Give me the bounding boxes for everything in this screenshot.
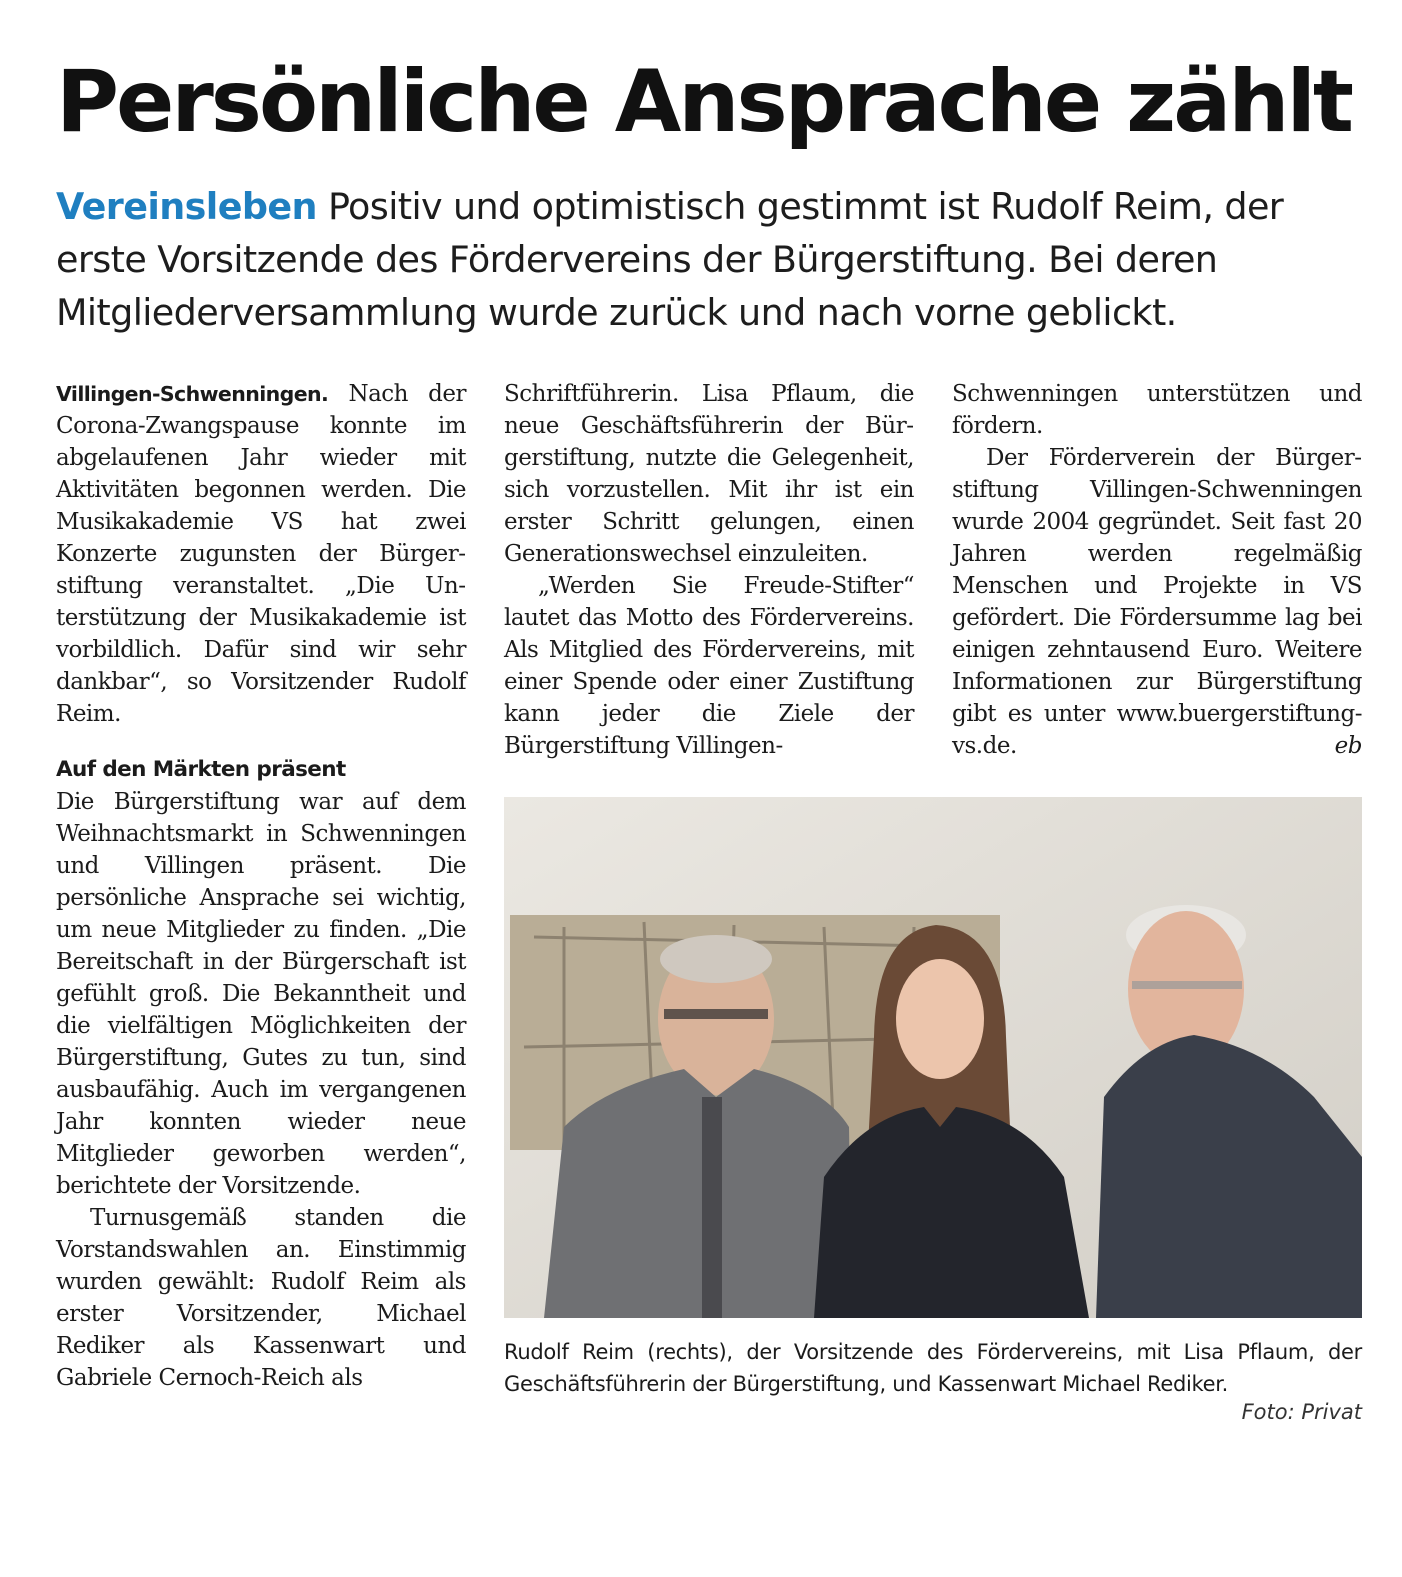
headline: Persönliche Ansprache zählt	[56, 52, 1352, 152]
column-3	[952, 378, 1362, 762]
dateline: Villingen-Schwenningen.	[56, 382, 329, 406]
column-1	[56, 378, 466, 1394]
paragraph-2: Die Bürgerstiftung war auf dem Weihnachtsmarkt in Schwenningen und Villingen präsent. Die persönliche Ansprache sei wichtig, um neue Mitglieder zu finden. „Die Bereitschaft in der Bürgerschaft ist gefühlt groß. Die Bekanntheit und die vielfältigen Möglichkeiten der Bürgerstiftung, Gutes zu tun, sind ausbaufähig. Auch im vergangenen Jahr konnten wieder neue Mitglieder geworben werden“, berichtete der Vorsitzende.	[56, 789, 466, 1199]
kicker: Vereinsleben	[56, 185, 317, 228]
column-2	[504, 378, 914, 762]
lead-paragraph	[56, 180, 1366, 339]
subhead: Auf den Märkten präsent	[56, 757, 346, 782]
paragraph-3-end: Schriftführerin. Lisa Pflaum, die neue Geschäftsführerin der Bürgerstiftung, nutzte die Gelegenheit, sich vorzustellen. Mit ihr ist ein erster Schritt gelungen, einen Generationswechsel einzuleiten.	[504, 381, 914, 567]
paragraph-4-end: Schwenningen unterstützen und fördern.	[952, 381, 1362, 439]
paragraph-1	[56, 378, 466, 730]
author-initials: eb	[1334, 733, 1362, 759]
article-photo	[504, 797, 1362, 1318]
lead-text: Positiv und optimistisch gestimmt ist Rudolf Reim, der erste Vorsitzende des Fördervereins der Bürgerstiftung. Bei deren Mitgliederversammlung wurde zurück und nach vorne geblickt.	[56, 185, 1284, 334]
photo-caption: Rudolf Reim (rechts), der Vorsitzende des Fördervereins, mit Lisa Pflaum, der Geschäftsführerin der Bürgerstiftung, und Kassenwart Michael Rediker.	[504, 1340, 1362, 1396]
paragraph-5-text: Der Förderverein der Bürgerstiftung Villingen-Schwenningen wurde 2004 gegründet. Seit fast 20 Jahren werden regelmäßig Menschen und Projekte in VS gefördert. Die Fördersumme lag bei einigen zehntausend Euro. Weitere Informationen zur Bürgerstiftung gibt es unter www.buergerstiftung-vs.de.	[952, 445, 1362, 759]
paragraph-5	[952, 442, 1362, 762]
paragraph-3-start: Turnusgemäß standen die Vorstandswahlen an. Einstimmig wurden gewählt: Rudolf Reim als erster Vorsitzender, Michael Rediker als Kassenwart und Gabriele Cernoch-Reich als	[56, 1205, 466, 1391]
paragraph-4-start: „Werden Sie Freude-Stifter“ lautet das Motto des Fördervereins. Als Mitglied des Fördervereins, mit einer Spende oder einer Zustiftung kann jeder die Ziele der Bürgerstiftung Villingen-	[504, 573, 914, 759]
photo-credit: Foto: Privat	[1241, 1400, 1362, 1424]
photo-illustration	[504, 797, 1362, 1318]
paragraph-1-text: Nach der Corona-Zwangspause konnte im abgelaufenen Jahr wieder mit Aktivitäten begonnen werden. Die Musikakademie VS hat zwei Konzerte zugunsten der Bürgerstiftung veranstaltet. „Die Unterstützung der Musikakademie ist vorbildlich. Dafür sind wir sehr dankbar“, so Vorsitzender Rudolf Reim.	[56, 381, 467, 727]
